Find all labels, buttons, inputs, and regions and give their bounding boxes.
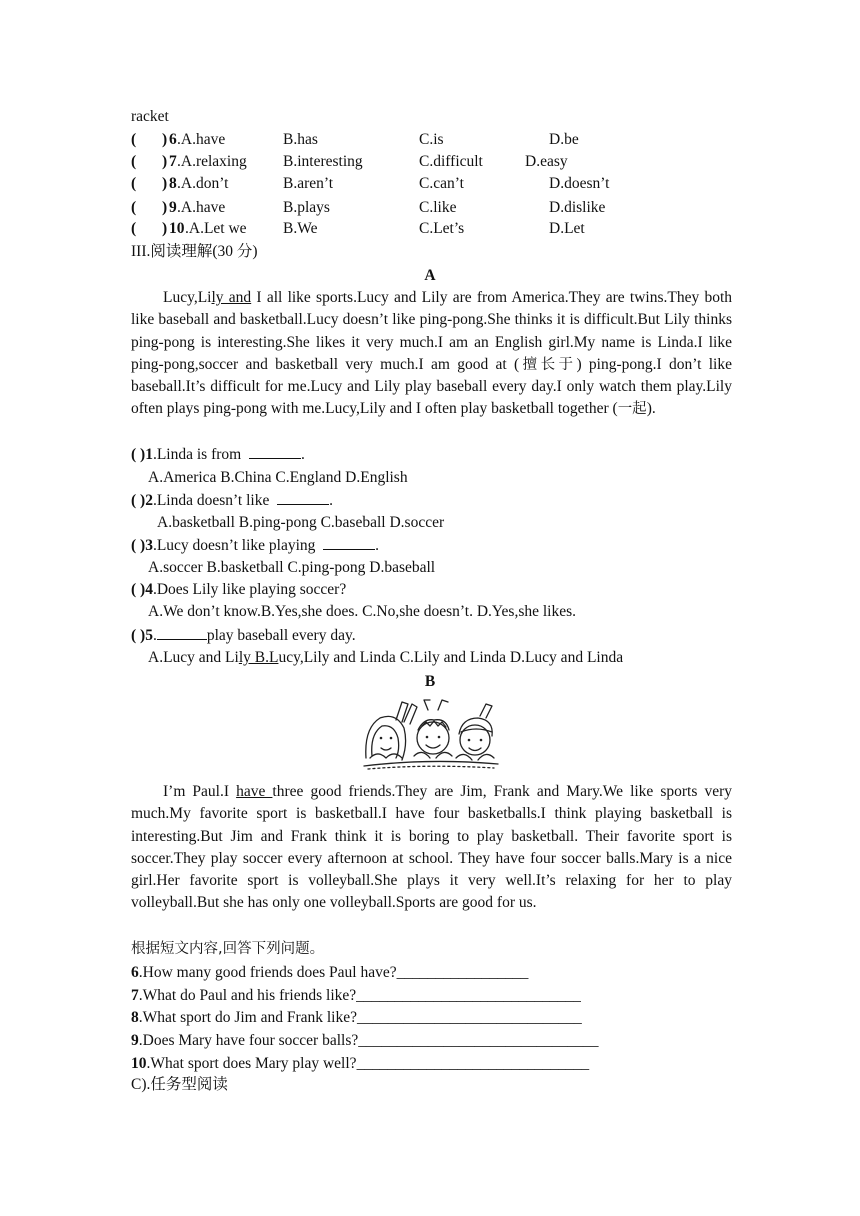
section-c-title: C).任务型阅读 [131,1076,228,1093]
answer-blank[interactable]: _______________________________ [358,1032,599,1049]
option-a: .A.Let we [185,220,247,237]
option-c: C.difficult [419,153,483,170]
answer-paren-left: ( [131,131,137,148]
three-kids-lying-down-illustration [358,698,503,772]
answer-blank[interactable]: _____________________________ [357,1009,582,1026]
option-d: D.be [549,131,579,148]
answer-blank[interactable]: _________________ [396,964,529,981]
question-a1-options: A.America B.China C.England D.English [148,469,408,486]
answer-blank[interactable] [277,490,329,505]
option-b: B.has [283,131,318,148]
question-a2-options: A.basketball B.ping-pong C.baseball D.soccer [157,514,445,531]
answer-paren-left: ( [131,220,137,237]
top-word: racket [131,108,169,125]
question-a4: ( )4.Does Lily like playing soccer? [131,581,347,598]
instruction-b: 根据短文内容,回答下列问题。 [131,941,325,957]
option-c: C.can’t [419,175,464,192]
question-b8: 8.What sport do Jim and Frank like?_____________________________ [131,1009,582,1026]
option-c: C.Let’s [419,220,465,237]
answer-paren-left: ( [131,175,137,192]
option-d: D.easy [525,153,568,170]
question-number: 9 [169,199,177,216]
option-a: .A.have [177,131,226,148]
answer-paren-right: ) [162,199,168,216]
question-number: 6 [169,131,177,148]
answer-paren-left: ( [131,153,137,170]
question-a5: ( )5. play baseball every day. [131,627,356,644]
question-a1: ( )1.Linda is from . [131,446,305,463]
answer-paren-right: ) [162,175,168,192]
option-b: B.aren’t [283,175,334,192]
option-a: .A.don’t [177,175,229,192]
question-a4-options: A.We don’t know.B.Yes,she does. C.No,she doesn’t. D.Yes,she likes. [148,603,577,620]
question-b10: 10.What sport does Mary play well?______________________________ [131,1055,590,1072]
answer-paren-left: ( [131,199,137,216]
question-b9: 9.Does Mary have four soccer balls?_______________________________ [131,1032,599,1049]
answer-paren-right: ) [162,131,168,148]
answer-paren-right: ) [162,153,168,170]
question-a3: ( )3.Lucy doesn’t like playing . [131,537,380,554]
passage-b-text: I’m Paul.I have three good friends.They are Jim, Frank and Mary.We like sports very much.My favorite sport is basketball.I have four basketballs.I think playing basketball is interesting.But Jim and Frank think it is boring to play basketball. Their favorite sport is soccer.They play soccer every afternoon at school. They have four soccer balls.Mary is a nice girl.Her favorite sport is volleyball.She plays it very well.It’s relaxing for her to play volleyball.But she has only one volleyball.Sports are good for us. [131,783,732,912]
answer-blank[interactable]: _____________________________ [356,987,581,1004]
option-c: C.is [419,131,444,148]
answer-paren-right: ) [162,220,168,237]
question-number: 10 [169,220,185,237]
option-b: B.We [283,220,318,237]
question-b7: 7.What do Paul and his friends like?_____________________________ [131,987,581,1004]
answer-blank[interactable] [323,535,375,550]
section-title: III.阅读理解(30 分) [131,243,258,260]
answer-blank[interactable] [157,625,207,640]
option-b: B.interesting [283,153,363,170]
question-number: 7 [169,153,177,170]
passage-b-label: B [424,673,436,690]
question-number: 8 [169,175,177,192]
option-a: .A.have [177,199,226,216]
option-b: B.plays [283,199,330,216]
option-d: D.dislike [549,199,606,216]
passage-a-text: Lucy,Lily and I all like sports.Lucy and Lily are from America.They are twins.They both like baseball and basketball.Lucy doesn’t like ping-pong.She thinks it is difficult.But Lily thinks ping-pong is interesting.She likes it very much.I am an English girl.My name is Linda.I like ping-pong,soccer and basketball very much.I am good at (擅长于) ping-pong.I don’t like baseball.It’s difficult for me.Lucy and Lily play baseball every day.I only watch them play.Lily often plays ping-pong with me.Lucy,Lily and I often play basketball together (一起). [131,289,732,418]
option-d: D.Let [549,220,585,237]
question-a2: ( )2.Linda doesn’t like . [131,492,333,509]
option-d: D.doesn’t [549,175,610,192]
question-b6: 6.How many good friends does Paul have?_________________ [131,964,529,981]
question-a3-options: A.soccer B.basketball C.ping-pong D.baseball [148,559,436,576]
answer-blank[interactable] [249,444,301,459]
option-a: .A.relaxing [177,153,247,170]
answer-blank[interactable]: ______________________________ [356,1055,590,1072]
question-a5-options: A.Lucy and Lily B.Lucy,Lily and Linda C.Lily and Linda D.Lucy and Linda [148,649,624,666]
option-c: C.like [419,199,457,216]
passage-a-label: A [424,267,436,284]
